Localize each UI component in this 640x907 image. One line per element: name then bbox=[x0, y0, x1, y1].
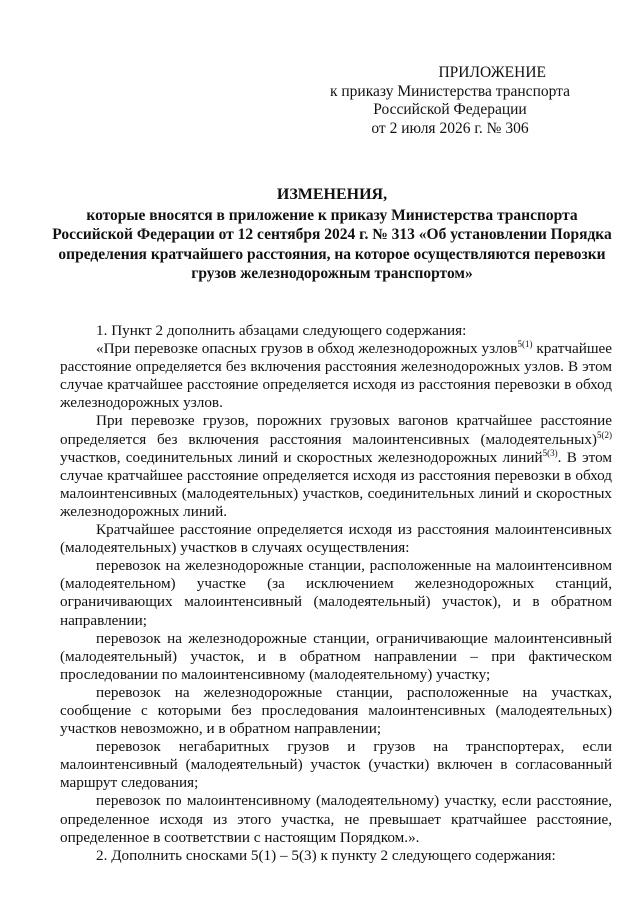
list-item: перевозок на железнодорожные станции, расположенные на малоинтенсивном (малодеятельном) участке (за исключением железнодорожных станций, ограничивающих малоинтенсивный (малодеятельный) участок), и в обратном направлении; bbox=[60, 557, 612, 629]
document-body bbox=[60, 322, 612, 865]
appendix-line: Российской Федерации bbox=[373, 101, 527, 118]
appendix-line: от 2 июля 2026 г. № 306 bbox=[371, 119, 529, 137]
paragraph-text: При перевозке грузов, порожних грузовых вагонов кратчайшее расстояние определяется без включения расстояния малоинтенсивных (малодеятельных) bbox=[60, 412, 612, 448]
appendix-title: ПРИЛОЖЕНИЕ bbox=[438, 64, 546, 81]
paragraph bbox=[60, 340, 612, 412]
document-heading bbox=[52, 185, 612, 284]
appendix-line: к приказу Министерства транспорта bbox=[329, 82, 570, 100]
paragraph-text: . В этом случае кратчайшее расстояние определяется исходя из расстояния перевозки в обход малоинтенсивных (малодеятельных) участков, соединительных линий и скоростных железнодорожных линий. bbox=[60, 448, 612, 520]
appendix-block bbox=[330, 64, 570, 138]
paragraph-text: кратчайшее расстояние определяется без включения расстояния железнодорожных узлов. В этом случае кратчайшее расстояние определяется исходя из расстояния перевозки в обход железнодорожных узлов. bbox=[60, 340, 613, 412]
footnote-ref: 5(3) bbox=[542, 447, 558, 458]
paragraph bbox=[60, 412, 612, 521]
list-item: перевозок на железнодорожные станции, ограничивающие малоинтенсивный (малодеятельный) участок, и в обратном направлении – при фактическом проследовании по малоинтенсивному (малодеятельному) участку; bbox=[60, 629, 612, 683]
list-item: перевозок негабаритных грузов и грузов на транспортерах, если малоинтенсивный (малодеятельный) участок (участки) включен в согласованный маршрут следования; bbox=[60, 738, 612, 792]
paragraph: Кратчайшее расстояние определяется исходя из расстояния малоинтенсивных (малодеятельных) участков в случаях осуществления: bbox=[60, 521, 612, 557]
paragraph: 1. Пункт 2 дополнить абзацами следующего содержания: bbox=[96, 322, 467, 339]
heading-line: грузов железнодорожным транспортом» bbox=[191, 265, 473, 282]
paragraph-text: участков, соединительных линий и скоростных железнодорожных линий bbox=[60, 448, 543, 466]
list-item: перевозок на железнодорожные станции, расположенные на участках, сообщение с которыми без проследования малоинтенсивных (малодеятельных) участков невозможно, и в обратном направлении; bbox=[60, 683, 612, 738]
footnote-ref: 5(2) bbox=[597, 429, 612, 440]
paragraph-text: «При перевозке опасных грузов в обход железнодорожных узлов bbox=[96, 340, 518, 358]
heading-title: ИЗМЕНЕНИЯ, bbox=[276, 186, 388, 203]
footnote-ref: 5(1) bbox=[517, 339, 533, 350]
heading-line: которые вносятся в приложение к приказу Министерства транспорта bbox=[86, 206, 578, 224]
heading-line: Российской Федерации от 12 сентября 2024 г. № 313 «Об установлении Порядка bbox=[52, 226, 612, 243]
paragraph: 2. Дополнить сносками 5(1) – 5(3) к пункту 2 следующего содержания: bbox=[96, 846, 556, 864]
list-item: перевозок по малоинтенсивному (малодеятельному) участку, если расстояние, определенное исходя из этого участка, не превышает кратчайшее расстояние, определенное в соответствии с настоящим Порядком.». bbox=[60, 792, 612, 846]
heading-line: определения кратчайшего расстояния, на которое осуществляются перевозки bbox=[58, 245, 606, 263]
